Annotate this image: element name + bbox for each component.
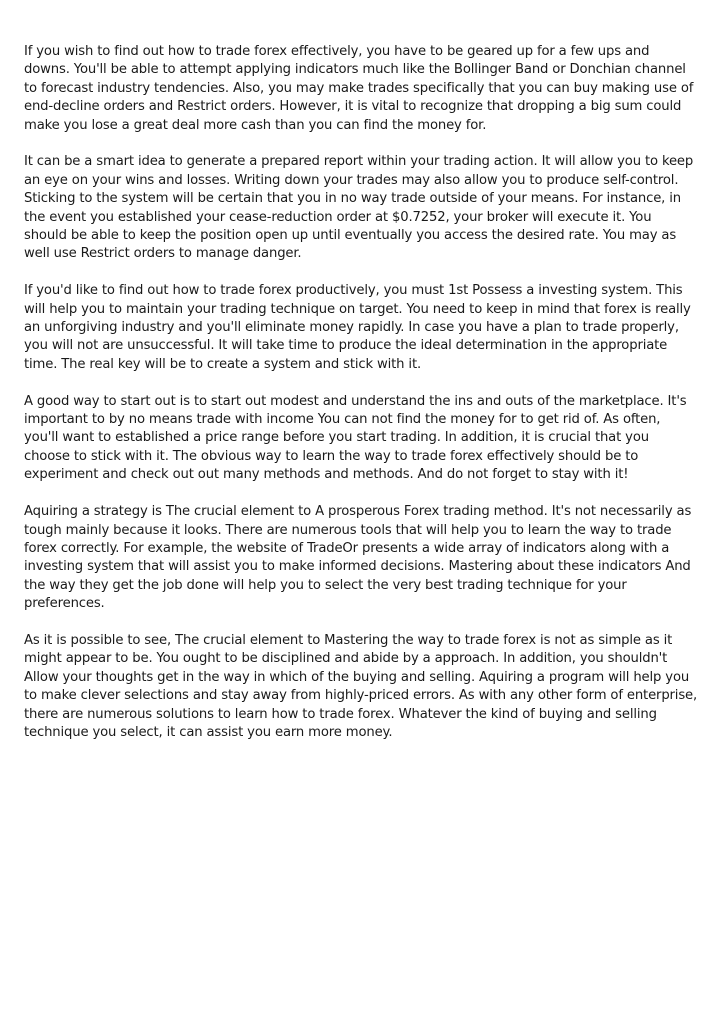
paragraph-1: If you wish to find out how to trade forex effectively, you have to be geared up for a few ups and downs. You'll be able to attempt applying indicators much like the Bollinger Band or Donchian channel to forecast industry tendencies. Also, you may make trades specifically that you can buy making use of end-decline orders and Restrict orders. However, it is vital to recognize that dropping a big sum could make you lose a great deal more cash than you can find the money for. [24,44,694,133]
paragraph-6: As it is possible to see, The crucial element to Mastering the way to trade forex is not as simple as it might appear to be. You ought to be disciplined and abide by a approach. In addition, you shouldn't Allow your thoughts get in the way in which of the buying and selling. Aquiring a program will help you to make clever selections and stay away from highly-priced errors. As with any other form of enterprise, there are numerous solutions to learn how to trade forex. Whatever the kind of buying and selling technique you select, it can assist you earn more money. [24,632,698,740]
paragraph-5: Aquiring a strategy is The crucial element to A prosperous Forex trading method. It's not necessarily as tough mainly because it looks. There are numerous tools that will help you to learn the way to trade forex correctly. For example, the website of TradeOr presents a wide array of indicators along with a investing system that will assist you to make informed decisions. Mastering about these indicators And the way they get the job done will help you to select the very best trading technique for your preferences. [24,504,692,612]
paragraph-4: A good way to start out is to start out modest and understand the ins and outs of the marketplace. It's important to by no means trade with income You can not find the money for to get rid of. As often, you'll want to established a price range before you start trading. In addition, it is crucial that you choose to stick with it. The obvious way to learn the way to trade forex effectively should be to experiment and check out out many methods and methods. And do not forget to stay with it! [24,393,687,483]
paragraph-3: If you'd like to find out how to trade forex productively, you must 1st Possess a investing system. This will help you to maintain your trading technique on target. You need to keep in mind that forex is really an unforgiving industry and you'll eliminate money rapidly. In case you have a plan to trade properly, you will not are unsuccessful. It will take time to produce the ideal determination in the appropriate time. The real key will be to create a system and stick with it. [24,283,691,372]
article-body [24,43,698,761]
paragraph-2: It can be a smart idea to generate a prepared report within your trading action. It will allow you to keep an eye on your wins and losses. Writing down your trades may also allow you to produce self-control. Sticking to the system will be certain that you in no way trade outside of your means. For instance, in the event you established your cease-reduction order at $0.7252, your broker will execute it. You should be able to keep the position open up until eventually you access the desired rate. You may as well use Restrict orders to manage danger. [24,154,694,262]
